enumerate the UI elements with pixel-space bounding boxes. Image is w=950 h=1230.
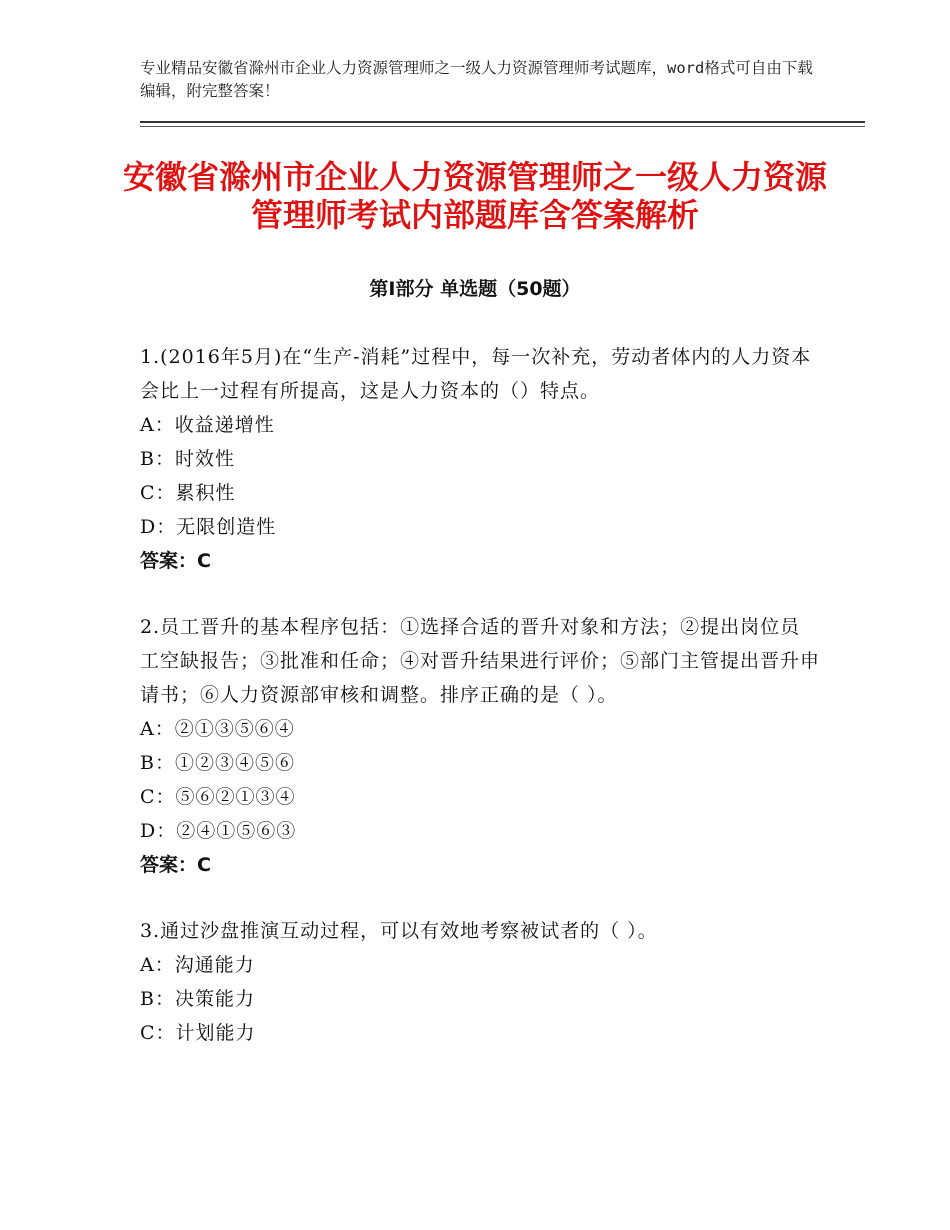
option-d: D：②④①⑤⑥③ (140, 820, 297, 842)
option-a: A：沟通能力 (140, 954, 255, 976)
option-b: B：时效性 (140, 448, 235, 470)
answer: 答案：C (140, 550, 211, 572)
option-b: B：①②③④⑤⑥ (140, 752, 295, 774)
question-stem: 3.通过沙盘推演互动过程，可以有效地考察被试者的（ ）。 (140, 920, 658, 942)
option-a: A：收益递增性 (140, 414, 275, 436)
question-2 (140, 610, 820, 882)
question-stem: 2.员工晋升的基本程序包括：①选择合适的晋升对象和方法；②提出岗位员工空缺报告；③批准和任命；④对晋升结果进行评价；⑤部门主管提出晋升申请书；⑥人力资源部审核和调整。排序正确的是（ ）。 (140, 616, 821, 706)
header-divider-thin (140, 126, 865, 127)
question-stem: 1.(2016年5月)在“生产-消耗”过程中，每一次补充，劳动者体内的人力资本会比上一过程有所提高，这是人力资本的（）特点。 (140, 346, 812, 402)
document-title: 安徽省滁州市企业人力资源管理师之一级人力资源管理师考试内部题库含答案解析 (122, 158, 827, 234)
option-c: C：累积性 (140, 482, 236, 504)
question-3 (140, 914, 820, 1050)
section-title: 第Ⅰ部分 单选题（50题） (369, 278, 581, 300)
option-d: D：无限创造性 (140, 516, 277, 538)
option-a: A：②①③⑤⑥④ (140, 718, 295, 740)
answer: 答案：C (140, 854, 211, 876)
option-c: C：⑤⑥②①③④ (140, 786, 296, 808)
option-b: B：决策能力 (140, 988, 255, 1010)
option-c: C：计划能力 (140, 1022, 256, 1044)
question-list (140, 340, 820, 1082)
header-note: 专业精品安徽省滁州市企业人力资源管理师之一级人力资源管理师考试题库，word格式可自由下载编辑，附完整答案！ (140, 59, 813, 100)
header-divider-thick (140, 121, 865, 123)
question-1 (140, 340, 820, 578)
